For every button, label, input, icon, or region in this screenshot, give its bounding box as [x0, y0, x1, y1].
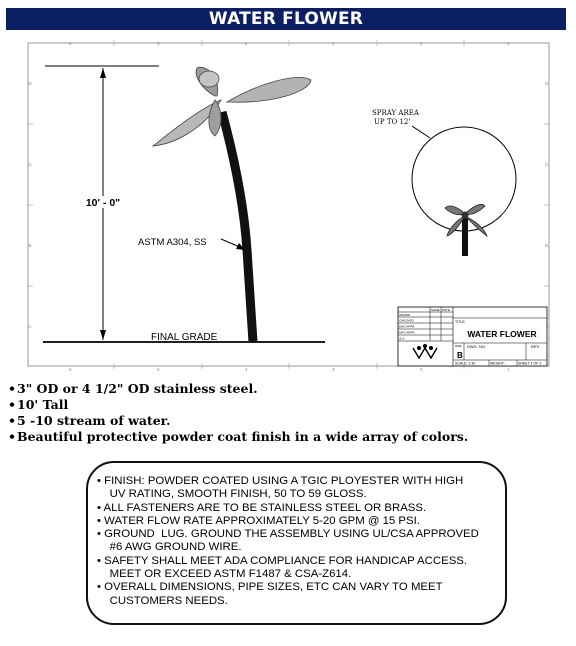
ruler-side-label: A	[28, 324, 32, 329]
ruler-side-label: D	[28, 81, 32, 86]
title-block	[398, 307, 547, 366]
title-block-row-label: MFG APPR.	[399, 330, 416, 335]
feature-list	[8, 381, 568, 445]
ruler-top-label: 4	[245, 41, 248, 46]
page-title: WATER FLOWER	[6, 8, 566, 30]
ruler-side-label: C	[28, 162, 32, 167]
ruler-bottom-label: 2	[420, 367, 423, 372]
title-block-field-title: TITLE:	[455, 320, 466, 324]
ruler-top-label: 5	[157, 41, 160, 46]
title-block-rev-label: REV	[531, 344, 540, 349]
note-line: • OVERALL DIMENSIONS, PIPE SIZES, ETC CAN VARY TO MEET	[97, 581, 443, 594]
feature-item: • 10' Tall	[8, 397, 568, 413]
title-block-size-label: SIZE	[455, 344, 462, 348]
ruler-top-label: 3	[332, 41, 335, 46]
material-callout-label: ASTM A304, SS	[138, 237, 207, 248]
ruler-side-label: D	[545, 81, 549, 86]
ruler-bottom-label: 5	[157, 367, 160, 372]
title-block-row-label: CHECKED	[399, 318, 414, 323]
note-line: MEET OR EXCEED ASTM F1487 & CSA-Z614.	[97, 568, 352, 581]
right-petal	[227, 77, 311, 102]
flower-center	[199, 71, 219, 87]
ruler-top-label: 1	[507, 41, 510, 46]
ruler-bottom-label: 6	[69, 367, 72, 372]
title-block-col-date: DATE	[442, 308, 450, 312]
note-line: • WATER FLOW RATE APPROXIMATELY 5-20 GPM @ 15 PSI.	[97, 514, 420, 527]
title-block-dwg-label: DWG. NO.	[467, 344, 487, 349]
spray-area-leader	[412, 126, 430, 138]
flower-stem	[222, 112, 253, 342]
note-line: • SAFETY SHALL MEET ADA COMPLIANCE FOR HANDICAP ACCESS.	[97, 554, 468, 567]
final-grade-label: FINAL GRADE	[151, 332, 218, 343]
note-line: UV RATING, SMOOTH FINISH, 50 TO 59 GLOSS.	[97, 488, 367, 501]
ruler-bottom-label: 3	[332, 367, 335, 372]
title-block-weight-label: WEIGHT:	[490, 361, 505, 366]
spray-area-label: SPRAY AREA	[372, 109, 419, 117]
feature-item: • 5 -10 stream of water.	[8, 413, 568, 429]
title-block-size-value: B	[457, 351, 463, 360]
ruler-side-label: C	[545, 162, 549, 167]
ruler-side-label: B	[545, 243, 549, 248]
title-block-drawing-title: WATER FLOWER	[467, 329, 537, 339]
height-dimension-label: 10' - 0"	[85, 197, 121, 209]
ruler-top-label: 2	[420, 41, 423, 46]
notes-list	[97, 475, 479, 608]
title-block-row-label: ENG APPR.	[399, 324, 416, 329]
ruler-top-label: 6	[69, 41, 72, 46]
feature-item: • 3" OD or 4 1/2" OD stainless steel.	[8, 381, 568, 397]
ruler-bottom-label: 4	[245, 367, 248, 372]
title-block-sheet-label: SHEET 1 OF 1	[518, 361, 542, 366]
feature-item: • Beautiful protective powder coat finish in a wide array of colors.	[8, 429, 568, 445]
note-line: • GROUND LUG. GROUND THE ASSEMBLY USING UL/CSA APPROVED	[97, 528, 479, 541]
fountain-plan-symbol	[445, 204, 487, 256]
ruler-bottom-label: 1	[507, 367, 510, 372]
ruler-side-label: B	[28, 243, 32, 248]
spray-area-label: UP TO 12'	[374, 118, 411, 126]
note-line: #6 AWG GROUND WIRE.	[97, 541, 242, 554]
note-line: CUSTOMERS NEEDS.	[97, 594, 228, 607]
note-line: • FINISH: POWDER COATED USING A TGIC PLOYESTER WITH HIGH	[97, 475, 464, 487]
note-line: • ALL FASTENERS ARE TO BE STAINLESS STEEL OR BRASS.	[97, 501, 427, 514]
technical-drawing	[27, 40, 556, 372]
title-block-row-label: DRAWN	[399, 313, 411, 317]
title-block-scale-label: SCALE: 1:30	[455, 361, 476, 366]
title-block-row-label: Q.A.	[399, 336, 406, 341]
title-block-col-name: NAME	[431, 308, 440, 312]
